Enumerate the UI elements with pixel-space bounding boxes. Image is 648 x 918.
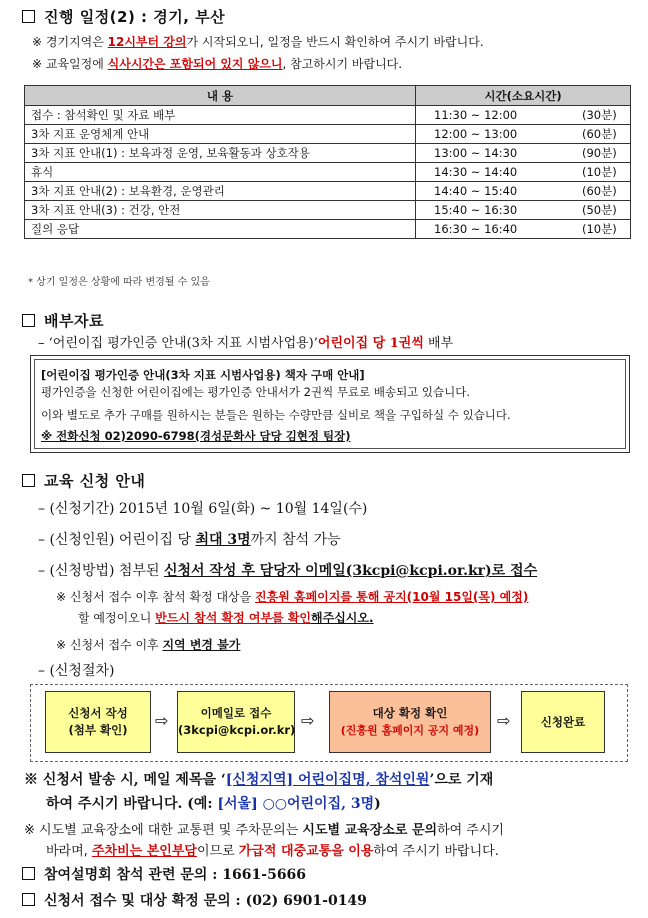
materials-line: – ‘어린이집 평가인증 안내(3차 지표 시범사업용)’어린이집 당 1권씩 배부 xyxy=(38,336,454,351)
flow-step-1: 신청서 작성 (첨부 확인) xyxy=(45,691,151,753)
table-row: 3차 지표 안내(3) : 건강, 안전 15:40 ~ 16:30 (50분) xyxy=(25,201,631,220)
apply-procedure-label: – (신청절차) xyxy=(38,663,115,679)
apply-period: – (신청기간) 2015년 10월 6일(화) ~ 10월 14일(수) xyxy=(38,501,368,517)
flow-step-3: 대상 확정 확인 (진흥원 홈페이지 공지 예정) xyxy=(329,691,491,753)
checkbox-square-icon xyxy=(22,474,35,487)
header-content: 내 용 xyxy=(25,86,416,106)
arrow-right-icon: ⇨ xyxy=(497,711,511,730)
checkbox-square-icon xyxy=(22,867,35,880)
box-line-2: 이와 별도로 추가 구매를 원하시는 분들은 원하는 수량만큼 실비로 책을 구입하실 수 있습니다. xyxy=(41,408,511,422)
procedure-flow xyxy=(30,684,628,762)
section-schedule-title: 진행 일정(2) : 경기, 부산 xyxy=(22,6,225,27)
section-materials-title: 배부자료 xyxy=(22,310,104,331)
table-header-row xyxy=(25,86,631,106)
table-row: 3차 지표 운영체계 안내 12:00 ~ 13:00 (60분) xyxy=(25,125,631,144)
booklet-purchase-box xyxy=(30,355,630,453)
box-line-3: ※ 전화신청 02)2090-6798(경성문화사 담당 김현정 팀장) xyxy=(41,429,351,443)
checkbox-square-icon xyxy=(22,10,35,23)
table-row: 3차 지표 안내(2) : 보육환경, 운영관리 14:40 ~ 15:40 (60분) xyxy=(25,182,631,201)
flow-step-4: 신청완료 xyxy=(521,691,605,753)
transport-note: ※ 시도별 교육장소에 대한 교통편 및 주차문의는 시도별 교육장소로 문의하여 주시기 xyxy=(24,823,504,838)
transport-note-2: 바라며, 주차비는 본인부담이므로 가급적 대중교통을 이용하여 주시기 바랍니다. xyxy=(46,844,499,859)
contact-application: 신청서 접수 및 대상 확정 문의 : (02) 6901-0149 xyxy=(22,890,367,910)
mail-subject-example: 하여 주시기 바랍니다. (예: [서울] ○○어린이집, 3명) xyxy=(46,796,381,812)
apply-sub-note-1b: 할 예정이오니 반드시 참석 확정 여부를 확인해주십시오. xyxy=(78,611,374,625)
arrow-right-icon: ⇨ xyxy=(301,711,315,730)
box-title: [어린이집 평가인증 안내(3차 지표 시범사업용) 책자 구매 안내] xyxy=(41,368,365,382)
apply-sub-note-2: ※ 신청서 접수 이후 지역 변경 불가 xyxy=(56,638,241,652)
arrow-right-icon: ⇨ xyxy=(155,711,169,730)
schedule-note-2: ※ 교육일정에 식사시간은 포함되어 있지 않으니, 참고하시기 바랍니다. xyxy=(32,57,403,71)
apply-people: – (신청인원) 어린이집 당 최대 3명까지 참석 가능 xyxy=(38,532,341,548)
schedule-footnote: * 상기 일정은 상황에 따라 변경될 수 있음 xyxy=(28,277,210,288)
table-row: 접수 : 참석확인 및 자료 배부 11:30 ~ 12:00 (30분) xyxy=(25,106,631,125)
schedule-table xyxy=(24,85,631,239)
apply-method: – (신청방법) 첨부된 신청서 작성 후 담당자 이메일(3kcpi@kcpi.or.kr)로 접수 xyxy=(38,563,538,579)
table-row: 3차 지표 안내(1) : 보육과정 운영, 보육활동과 상호작용 13:00 ~ 14:30 (90분) xyxy=(25,144,631,163)
apply-sub-note-1: ※ 신청서 접수 이후 참석 확정 대상을 진흥원 홈페이지를 통해 공지(10월 15일(목) 예정) xyxy=(56,590,529,604)
mail-subject-note: ※ 신청서 발송 시, 메일 제목을 ‘[신청지역] 어린이집명, 참석인원’으로 기재 xyxy=(24,772,494,788)
contact-info-session: 참여설명회 참석 관련 문의 : 1661-5666 xyxy=(22,864,306,884)
schedule-note-1: ※ 경기지역은 12시부터 강의가 시작되오니, 일정을 반드시 확인하여 주시기 바랍니다. xyxy=(32,35,484,49)
table-row: 휴식 14:30 ~ 14:40 (10분) xyxy=(25,163,631,182)
box-line-1: 평가인증을 신청한 어린이집에는 평가인증 안내서가 2권씩 무료로 배송되고 있습니다. xyxy=(41,385,471,399)
header-time: 시간(소요시간) xyxy=(416,86,631,106)
checkbox-square-icon xyxy=(22,314,35,327)
checkbox-square-icon xyxy=(22,893,35,906)
section-apply-title: 교육 신청 안내 xyxy=(22,470,145,491)
table-row: 질의 응답 16:30 ~ 16:40 (10분) xyxy=(25,220,631,239)
flow-step-2: 이메일로 접수 (3kcpi@kcpi.or.kr) xyxy=(177,691,295,753)
